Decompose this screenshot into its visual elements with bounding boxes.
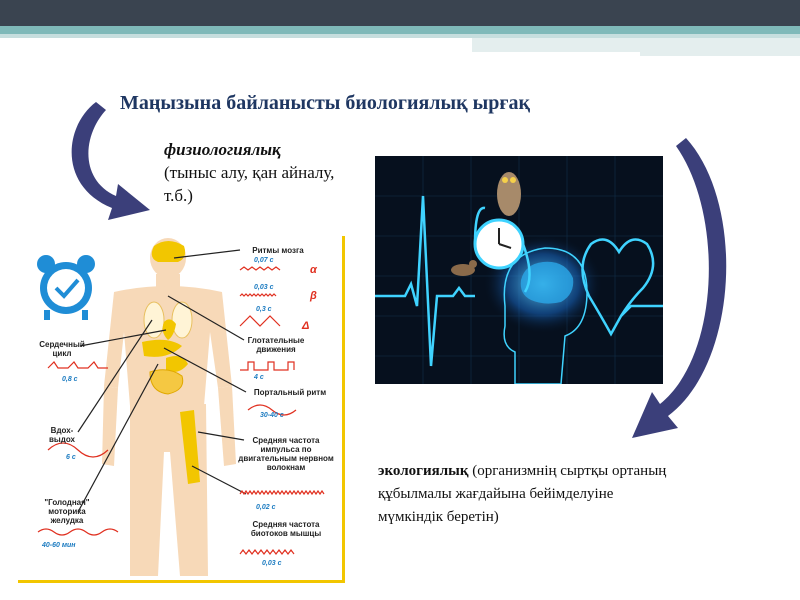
- label-muscle-biocurrents: Средняя частота биотоков мышцы: [250, 520, 322, 538]
- top-bar-dark: [0, 0, 800, 26]
- slide-title: Маңызына байланысты биологиялық ырғақ: [120, 92, 530, 114]
- label-breath: Вдох-выдох: [49, 426, 75, 444]
- value-swallowing: 4 с: [254, 374, 264, 381]
- greek-alpha: α: [310, 264, 317, 276]
- physiological-description: [164, 138, 364, 207]
- value-hunger: 40-60 мин: [42, 542, 76, 549]
- alarm-clock-icon: [37, 255, 95, 320]
- label-heart-cycle: Сердечный цикл: [39, 340, 85, 358]
- label-hunger-motility: "Голодная" моторика желудка: [44, 498, 90, 525]
- greek-delta: Δ: [302, 320, 310, 332]
- circadian-rhythm-image: [375, 156, 663, 384]
- ecological-text: (организмнің сыртқы ортаның құбылмалы жағдайына бейімделуіне мүмкіндік беретін): [378, 463, 667, 525]
- top-bar-accent-line: [640, 52, 800, 56]
- label-portal-rhythm: Портальный ритм: [253, 388, 327, 397]
- value-portal: 30-40 с: [260, 412, 284, 419]
- ecological-heading: экологиялық: [378, 463, 469, 479]
- value-beta: 0,03 с: [254, 284, 274, 291]
- value-breath: 6 с: [66, 454, 76, 461]
- label-impulse-frequency: Средняя частота импульса по двигательным нервном волокнам: [238, 436, 334, 472]
- physiological-text: (тыныс алу, қан айналу, т.б.): [164, 163, 335, 205]
- curved-arrow-left: [52, 96, 157, 231]
- value-muscle: 0,03 с: [262, 560, 282, 567]
- top-bar-teal: [0, 26, 800, 34]
- owl-icon: [497, 172, 521, 216]
- clock-icon: [475, 220, 523, 268]
- value-delta: 0,3 с: [256, 306, 272, 313]
- physiological-heading: физиологиялық: [164, 140, 281, 159]
- value-heart: 0,8 с: [62, 376, 78, 383]
- label-swallowing: Глотательные движения: [247, 336, 305, 354]
- body-rhythms-image: [18, 236, 345, 583]
- value-alpha: 0,07 с: [254, 257, 274, 264]
- value-impulse: 0,02 с: [256, 504, 276, 511]
- top-bar-accent: [472, 38, 800, 52]
- circadian-illustration: [375, 156, 663, 384]
- greek-beta: β: [310, 290, 317, 302]
- label-brain-rhythms: Ритмы мозга: [252, 246, 304, 255]
- ecological-description: [378, 460, 668, 529]
